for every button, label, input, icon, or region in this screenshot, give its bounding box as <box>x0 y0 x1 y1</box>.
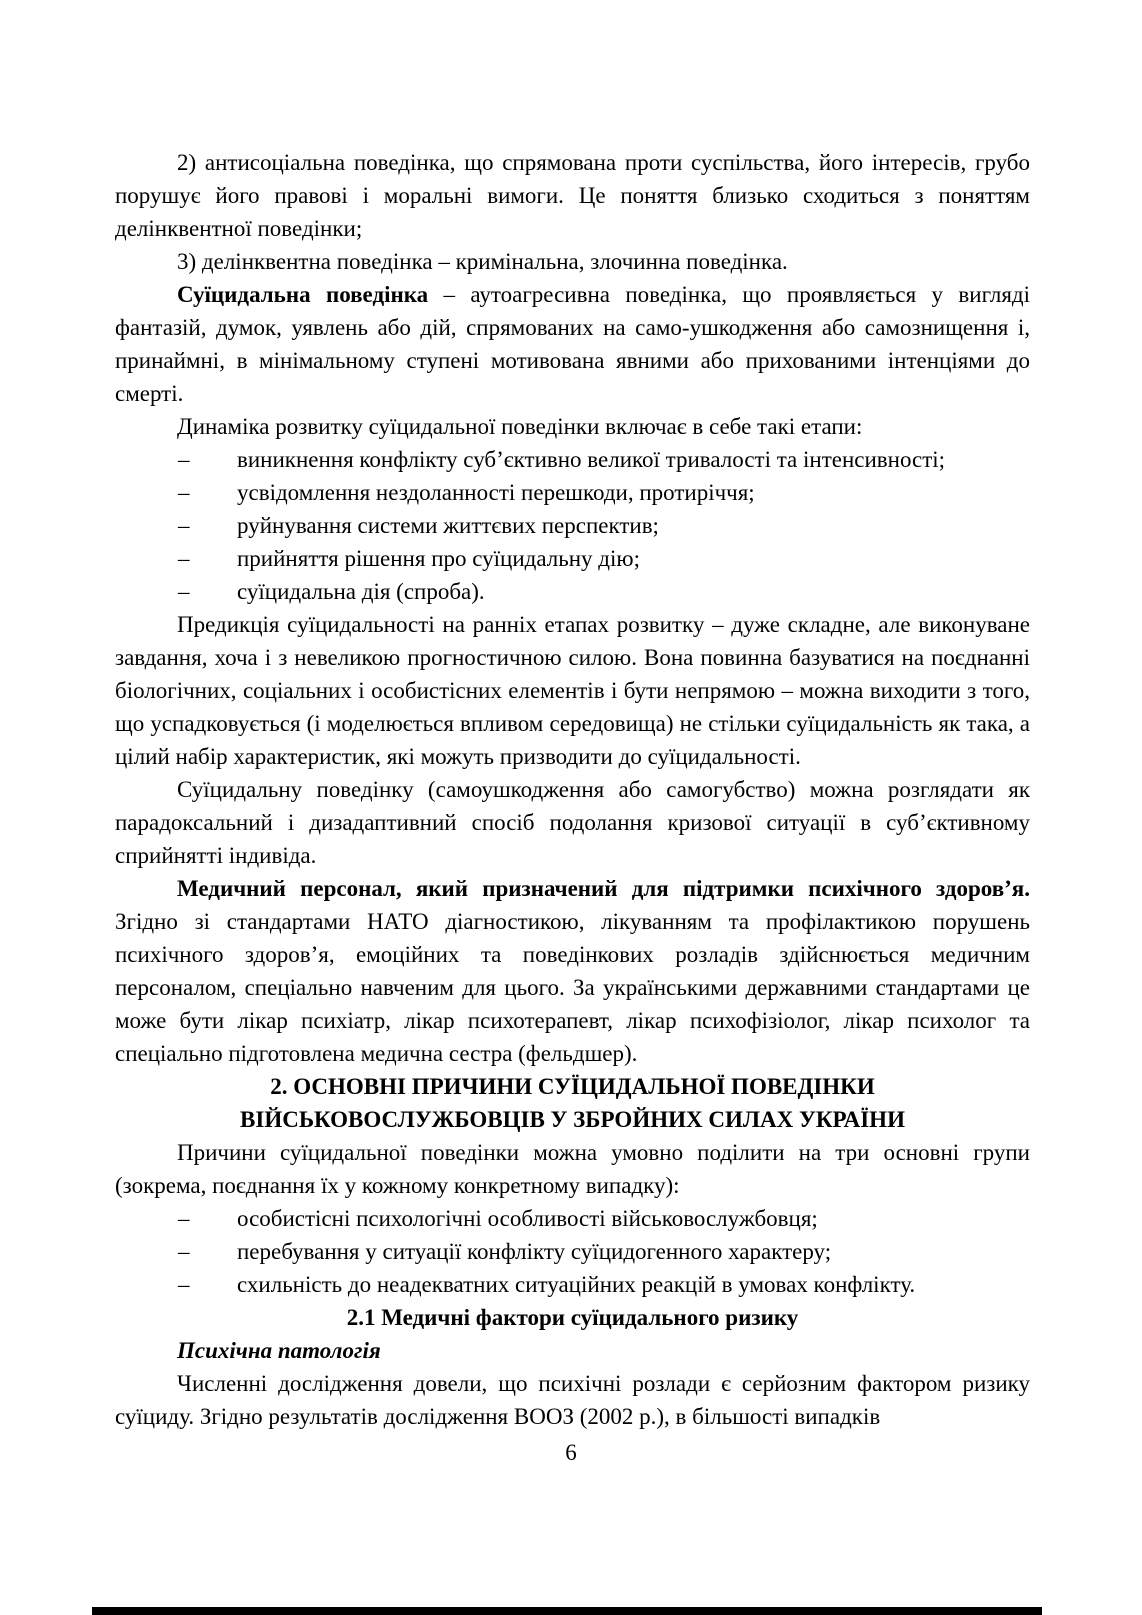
section-heading-2 <box>115 1070 1030 1136</box>
section-heading-line-2: ВІЙСЬКОВОСЛУЖБОВЦІВ У ЗБРОЙНИХ СИЛАХ УКРАЇНИ <box>240 1107 905 1132</box>
paragraph-dynamics-intro: Динаміка розвитку суїцидальної поведінки включає в себе такі етапи: <box>177 414 863 439</box>
section-heading-line-1: 2. ОСНОВНІ ПРИЧИНИ СУЇЦИДАЛЬНОЇ ПОВЕДІНКИ <box>270 1074 875 1099</box>
paragraph-medical-personnel <box>115 872 1030 1070</box>
list-item-inadequate-reactions <box>115 1268 1030 1301</box>
list-item-text: прийняття рішення про суїцидальну дію; <box>237 546 640 571</box>
paragraph-delinquent-behavior: 3) делінквентна поведінка – кримінальна, злочинна поведінка. <box>177 249 788 274</box>
paragraph-prediction: Предикція суїцидальності на ранніх етапах розвитку – дуже складне, але виконуване завдання, хоча і з невеликою прогностичною силою. Вона повинна базуватися на поєднанні біологічних, соціальних і особистісних елементів і бути непрямою – можна виходити з того, що успадковується (і моделюється впливом середовища) не стільки суїцидальність як така, а цілий набір характеристик, які можуть призводити до суїцидальності. <box>115 612 1030 769</box>
run-in-heading-psychic-pathology: Психічна патологія <box>177 1338 381 1363</box>
dash-marker: – <box>178 447 190 472</box>
paragraph-paradoxical-coping: Суїцидальну поведінку (самоушкодження або самогубство) можна розглядати як парадоксальний і дизадаптивний спосіб подолання кризової ситуації в суб’єктивному сприйнятті індивіда. <box>115 777 1030 868</box>
dash-marker: – <box>178 513 190 538</box>
list-item-text: особистісні психологічні особливості військовослужбовця; <box>237 1206 818 1231</box>
subsection-heading-2-1: 2.1 Медичні фактори суїцидального ризику <box>346 1305 799 1330</box>
list-item-decision <box>115 542 1030 575</box>
dash-marker: – <box>178 1272 190 1297</box>
page-number: 6 <box>565 1440 577 1465</box>
list-item-personal-traits <box>115 1202 1030 1235</box>
list-item-suicidal-act <box>115 575 1030 608</box>
dash-marker: – <box>178 1239 190 1264</box>
paragraph-body-text: Згідно зі стандартами НАТО діагностикою, лікуванням та профілактикою порушень психічного здоров’я, емоційних та поведінкових розладів здійснюється медичним персоналом, спеціально навченим для цього. За українськими державними стандартами це може бути лікар психіатр, лікар психотерапевт, лікар психофізіолог, лікар психолог та спеціально підготовлена медична сестра (фельдшер). <box>115 909 1030 1066</box>
paragraph-suicidal-behavior-definition <box>115 278 1030 410</box>
list-item-suicidogenic-conflict <box>115 1235 1030 1268</box>
list-item-text: суїцидальна дія (спроба). <box>237 579 485 604</box>
dash-marker: – <box>178 546 190 571</box>
list-item-text: перебування у ситуації конфлікту суїцидогенного характеру; <box>237 1239 832 1264</box>
scan-artifact-bar <box>92 1607 1042 1615</box>
list-item-conflict-emergence <box>115 443 1030 476</box>
list-item-insurmountability <box>115 476 1030 509</box>
paragraph-causes-intro: Причини суїцидальної поведінки можна умовно поділити на три основні групи (зокрема, поєднання їх у кожному конкретному випадку): <box>115 1140 1030 1198</box>
dash-marker: – <box>178 480 190 505</box>
paragraph-research-who: Численні дослідження довели, що психічні розлади є серйозним фактором ризику суїциду. Згідно результатів дослідження ВООЗ (2002 р.), в більшості випадків <box>115 1371 1030 1429</box>
paragraph-lead-bold: Суїцидальна поведінка <box>177 282 429 307</box>
dash-marker: – <box>178 1206 190 1231</box>
list-item-text: усвідомлення нездоланності перешкоди, протиріччя; <box>237 480 755 505</box>
dash-marker: – <box>178 579 190 604</box>
paragraph-antisocial-behavior: 2) антисоціальна поведінка, що спрямована проти суспільства, його інтересів, грубо порушує його правові і моральні вимоги. Це поняття близько сходиться з поняттям делінквентної поведінки; <box>115 150 1030 241</box>
paragraph-lead-bold: Медичний персонал, який призначений для підтримки психічного здоров’я. <box>177 876 1030 901</box>
paragraph-body-text: – аутоагресивна поведінка, що проявляється у вигляді фантазій, думок, уявлень або дій, спрямованих на само-ушкодження або самознищення і, принаймні, в мінімальному ступені мотивована явними або прихованими інтенціями до смерті. <box>115 282 1030 406</box>
list-item-perspectives-destruction <box>115 509 1030 542</box>
list-item-text: виникнення конфлікту суб’єктивно великої тривалості та інтенсивності; <box>237 447 946 472</box>
list-item-text: руйнування системи життєвих перспектив; <box>237 513 659 538</box>
list-item-text: схильність до неадекватних ситуаційних реакцій в умовах конфлікту. <box>237 1272 916 1297</box>
